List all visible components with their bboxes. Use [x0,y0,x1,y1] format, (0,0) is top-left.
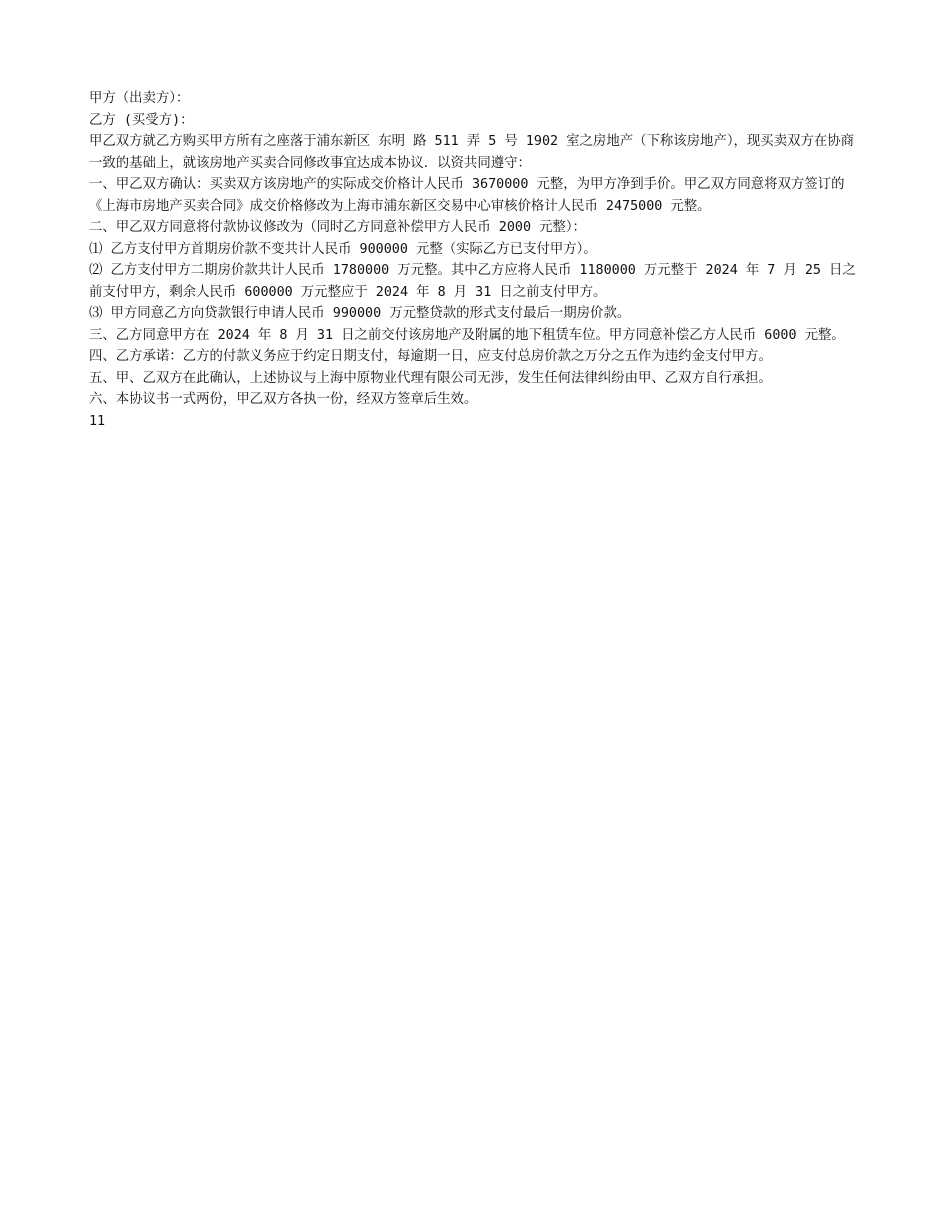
trailing-number: 11 [89,413,106,429]
clause-3: 三、乙方同意甲方在 2024 年 8 月 31 日之前交付该房地产及附属的地下租赁车位。甲方同意补偿乙方人民币 6000 元整。 [89,327,845,343]
clause-2-item-1: ⑴ 乙方支付甲方首期房价款不变共计人民币 900000 元整（实际乙方已支付甲方）。 [89,241,597,257]
clause-5: 五、甲、乙双方在此确认，上述协议与上海中原物业代理有限公司无涉，发生任何法律纠纷由甲、乙双方自行承担。 [89,370,772,386]
clause-2: 二、甲乙双方同意将付款协议修改为（同时乙方同意补偿甲方人民币 2000 元整）： [89,220,586,235]
agreement-document [89,88,864,432]
clause-1: 一、甲乙双方确认：买卖双方该房地产的实际成交价格计人民币 3670000 元整，为甲方净到手价。甲乙双方同意将双方签订的《上海市房地产买卖合同》成交价格修改为上海市浦东新区交易中心审核价格计人民币 2475000 元整。 [89,177,845,214]
party-a-line: 甲方（出卖方）： [89,91,190,106]
clause-4: 四、乙方承诺：乙方的付款义务应于约定日期支付，每逾期一日，应支付总房价款之万分之五作为违约金支付甲方。 [89,349,772,364]
preamble-paragraph: 甲乙双方就乙方购买甲方所有之座落于浦东新区 东明 路 511 弄 5 号 1902 室之房地产（下称该房地产），现买卖双方在协商一致的基础上，就该房地产买卖合同修改事宜达成本协议．以资共同遵守： [89,134,855,171]
party-b-line: 乙方 (买受方)： [89,112,194,128]
clause-2-item-2: ⑵ 乙方支付甲方二期房价款共计人民币 1780000 万元整。其中乙方应将人民币 1180000 万元整于 2024 年 7 月 25 日之前支付甲方，剩余人民币 600000 万元整应于 2024 年 8 月 31 日之前支付甲方。 [89,263,856,300]
clause-6: 六、本协议书一式两份，甲乙双方各执一份，经双方签章后生效。 [89,392,478,407]
clause-2-item-3: ⑶ 甲方同意乙方向贷款银行申请人民币 990000 万元整贷款的形式支付最后一期房价款。 [89,306,631,321]
